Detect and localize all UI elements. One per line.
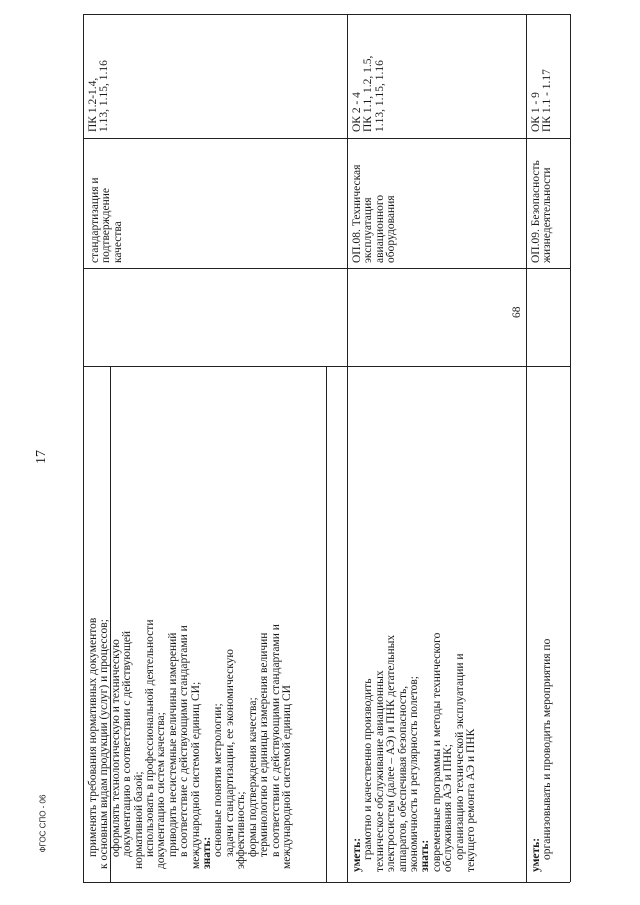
cell-line: ОП.09. Безопасность (530, 160, 542, 263)
cell-line: 1.13, 1.15, 1.16 (373, 60, 386, 132)
cell-line: знать: (419, 839, 432, 872)
hours-value: 68 (511, 306, 523, 318)
cell-line: формы подтверждения качества; (246, 697, 259, 857)
cell-line: ПК 1.1, 1.2, 1.5, (362, 55, 375, 132)
row-divider (526, 14, 527, 882)
cell-line: эффективность; (235, 791, 248, 869)
cell-line: задачи стандартизации, ее экономическую (223, 648, 236, 857)
table-row-1-requirements (352, 633, 477, 872)
table-row-2-competencies (531, 69, 554, 132)
cell-line: авиационного (373, 194, 386, 263)
cell-line: ПК 1.1 - 1.17 (541, 69, 554, 132)
cell-line: международной системой единиц СИ (280, 685, 293, 869)
cell-line: к основным видам продукции (услуг) и процессов; (98, 619, 111, 869)
cell-line: использовать в профессиональной деятельности (144, 619, 157, 857)
column-divider (83, 138, 570, 139)
cell-line: жизнедеятельности (541, 167, 554, 263)
table-top-border (83, 14, 570, 15)
page-number: 17 (34, 450, 49, 464)
cell-line: обслуживания АЭ и ПНК; (442, 744, 455, 872)
cell-line: ОП.08. Техническая (351, 164, 363, 263)
cell-line: ОК 2 - 4 (351, 92, 363, 132)
cell-line: текущего ремонта АЭ и ПНК (465, 728, 478, 872)
cell-line: аппаратов, обеспечивая безопасность, (396, 685, 409, 872)
column-divider (83, 882, 570, 883)
cell-line: приводить несистемные величины измерений (166, 632, 179, 857)
cell-line: эксплуатация (362, 197, 375, 263)
cell-line: документацию систем качества; (155, 712, 168, 869)
cell-line: подтверждение (100, 188, 113, 263)
cell-line: оборудования (385, 195, 398, 263)
cell-line: организацию технической эксплуатации и (453, 653, 466, 860)
table-row-2-requirements (531, 639, 554, 872)
cell-line: уметь: (530, 837, 542, 872)
row-divider (326, 366, 327, 882)
table-row-0-competencies (88, 60, 111, 132)
cell-line: грамотно и качественно производить (362, 678, 375, 860)
cell-line: 1.13, 1.15, 1.16 (98, 60, 111, 132)
cell-line: нормативной базой; (132, 771, 145, 869)
cell-line: уметь: (351, 837, 363, 872)
cell-line: ПК 1.2-1.4, (87, 77, 99, 132)
cell-line: терминологию и единицы измерения величин (258, 632, 271, 857)
row-divider (347, 14, 348, 882)
table-row-0-requirements (88, 618, 293, 869)
cell-line: электросистем (далее – АЭ) и ПНК детательных (385, 634, 398, 872)
cell-line: стандартизация и (89, 177, 101, 263)
cell-line: современные программы и методы технического (430, 632, 443, 872)
cell-line: в соответствии с действующими стандартами и (269, 624, 282, 857)
cell-line: организовывать и проводить мероприятия по (541, 638, 554, 860)
cell-line: ОК 1 - 9 (530, 92, 542, 132)
cell-line: в соответствие с действующими стандартами и (178, 625, 191, 857)
table-right-border (570, 14, 571, 882)
cell-line: основные понятия метрологии; (212, 703, 225, 857)
table-row-1-discipline (352, 165, 398, 263)
table-row-2-discipline (531, 160, 554, 263)
footer-code: ФГОС СПО - 06 (38, 794, 48, 853)
table-left-border (83, 14, 84, 882)
table-row-0-discipline (90, 177, 124, 263)
cell-line: документацию в соответствии с действующей (121, 630, 134, 857)
cell-line: применять требования нормативных документов (87, 617, 99, 857)
table-row-1-hours (512, 307, 523, 319)
column-divider (83, 268, 570, 269)
cell-line: техническое обслуживание авиационных (373, 670, 386, 872)
cell-line: экономичность и регулярность полетов; (408, 676, 421, 872)
cell-line: оформлять технологическую и техническую (109, 639, 122, 857)
cell-line: международной системой единиц СИ; (189, 681, 202, 869)
cell-line: качества (111, 221, 124, 263)
table-row-1-competencies (352, 56, 386, 132)
cell-line: знать: (201, 836, 214, 869)
